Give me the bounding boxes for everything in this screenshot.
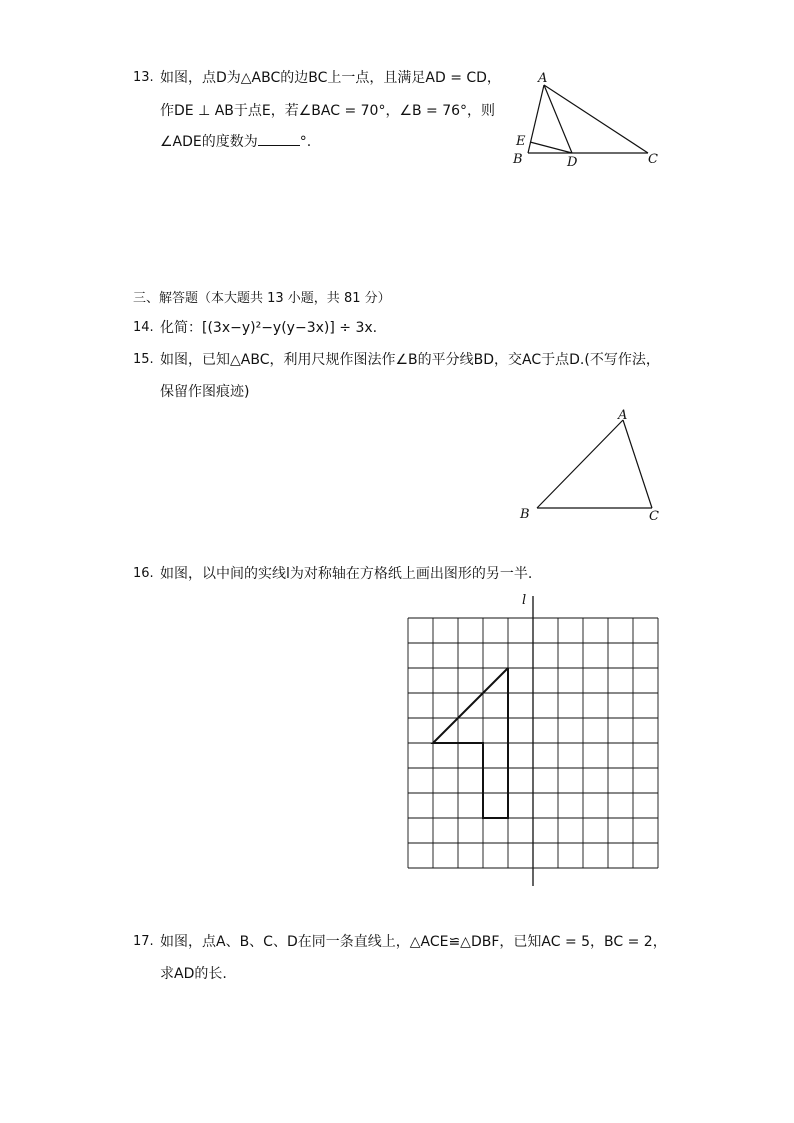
question-14-text: 化简：[(3x−y)²−y(y−3x)] ÷ 3x. [160,320,378,336]
label-d: D [567,155,578,170]
label-b: B [520,507,530,522]
question-15-triangle-figure [515,405,670,525]
segment-ab [528,85,544,153]
label-e: E [516,134,526,149]
question-15-line-1: 如图，已知△ABC，利用尺规作图法作∠B的平分线BD，交AC于点D.(不写作法， [160,352,660,368]
question-13-triangle-figure [505,65,675,175]
side-ac [623,420,652,508]
section-3-heading: 三、解答题（本大题共 13 小题，共 81 分） [133,291,391,306]
segment-ac [544,85,648,153]
question-13-number: 13. [133,70,154,85]
question-16-number: 16. [133,566,154,581]
label-b: B [513,152,523,167]
question-16-grid-figure [400,588,670,890]
question-13-line-3-end: °. [299,134,312,150]
segment-ad [544,85,572,153]
question-15-line-2: 保留作图痕迹) [160,384,250,400]
question-17-line-2: 求AD的长. [160,966,227,982]
question-14-number: 14. [133,320,154,335]
question-15-number: 15. [133,352,154,367]
question-13-line-3-text: ∠ADE的度数为 [160,134,258,150]
side-ab [537,420,623,508]
label-c: C [648,152,658,167]
question-17-line-1: 如图，点A、B、C、D在同一条直线上，△ACE≌△DBF，已知AC = 5，BC = 2， [160,934,667,950]
segment-de [530,142,572,153]
axis-label-l: l [522,593,527,608]
question-13-line-2: 作DE ⊥ AB于点E，若∠BAC = 70°，∠B = 76°，则 [160,103,496,119]
question-17-number: 17. [133,934,154,949]
question-16-text: 如图，以中间的实线l为对称轴在方格纸上画出图形的另一半. [160,566,533,582]
answer-blank[interactable] [258,133,300,146]
label-c: C [649,509,659,524]
label-a: A [618,408,628,423]
label-a: A [538,71,548,86]
question-13-line-1: 如图，点D为△ABC的边BC上一点，且满足AD = CD， [160,70,501,86]
question-13-line-3 [160,131,311,151]
